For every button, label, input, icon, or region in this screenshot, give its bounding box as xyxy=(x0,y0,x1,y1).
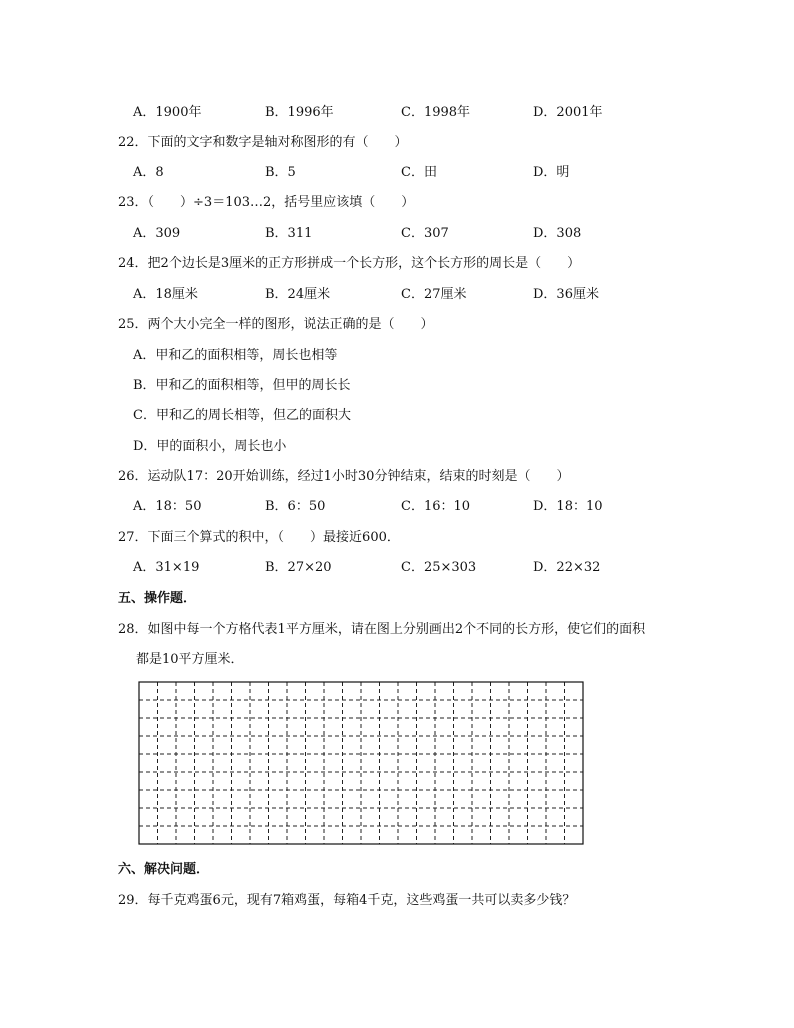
q21-option-d: D．2001年 xyxy=(533,105,603,120)
q23-option-b: B．311 xyxy=(265,226,313,241)
q27-option-b: B．27×20 xyxy=(265,560,332,575)
q25-option-d: D．甲的面积小，周长也小 xyxy=(133,439,287,454)
q23-option-a: A．309 xyxy=(133,226,181,241)
q27-option-a: A．31×19 xyxy=(133,560,200,575)
q26-stem: 26．运动队17：20开始训练，经过1小时30分钟结束，结束的时刻是（ ） xyxy=(118,469,570,484)
section-6-title: 六、解决问题． xyxy=(118,862,210,877)
q24-option-a: A．18厘米 xyxy=(133,287,198,302)
q22-options xyxy=(133,161,653,179)
q26-option-a: A．18：50 xyxy=(133,499,202,514)
q28-stem-line2: 都是10平方厘米． xyxy=(136,652,244,667)
q28-stem-line1: 28．如图中每一个方格代表1平方厘米，请在图上分别画出2个不同的长方形，使它们的面积 xyxy=(118,622,646,637)
q23-stem: 23．（ ）÷3＝103…2，括号里应该填（ ） xyxy=(118,195,415,210)
q27-stem: 27．下面三个算式的积中，（ ）最接近600． xyxy=(118,530,400,545)
q24-options xyxy=(133,283,653,301)
q21-option-c: C．1998年 xyxy=(401,105,471,120)
q21-option-b: B．1996年 xyxy=(265,105,334,120)
q25-option-b: B．甲和乙的面积相等，但甲的周长长 xyxy=(133,378,351,393)
q27-option-c: C．25×303 xyxy=(401,560,477,575)
q22-option-d: D．明 xyxy=(533,165,570,180)
q22-option-a: A．8 xyxy=(133,165,164,180)
q24-option-b: B．24厘米 xyxy=(265,287,331,302)
q26-options xyxy=(133,495,653,513)
section-5-title: 五、操作题． xyxy=(118,591,197,606)
q27-options xyxy=(133,556,653,574)
q22-option-c: C．田 xyxy=(401,165,437,180)
q29-stem: 29．每千克鸡蛋6元，现有7箱鸡蛋，每箱4千克，这些鸡蛋一共可以卖多少钱？ xyxy=(118,893,576,908)
q27-option-d: D．22×32 xyxy=(533,560,601,575)
q25-option-a: A．甲和乙的面积相等，周长也相等 xyxy=(133,348,338,363)
q21-options xyxy=(133,101,653,119)
q22-option-b: B．5 xyxy=(265,165,296,180)
q21-option-a: A．1900年 xyxy=(133,105,202,120)
q23-options xyxy=(133,222,653,240)
square-grid xyxy=(138,681,584,845)
q24-option-d: D．36厘米 xyxy=(533,287,599,302)
q26-option-d: D．18：10 xyxy=(533,499,603,514)
q25-stem: 25．两个大小完全一样的图形，说法正确的是（ ） xyxy=(118,317,434,332)
q23-option-c: C．307 xyxy=(401,226,449,241)
q24-stem: 24．把2个边长是3厘米的正方形拼成一个长方形，这个长方形的周长是（ ） xyxy=(118,256,581,271)
q24-option-c: C．27厘米 xyxy=(401,287,467,302)
q26-option-c: C．16：10 xyxy=(401,499,471,514)
q25-option-c: C．甲和乙的周长相等，但乙的面积大 xyxy=(133,408,351,423)
q22-stem: 22．下面的文字和数字是轴对称图形的有（ ） xyxy=(118,135,408,150)
q23-option-d: D．308 xyxy=(533,226,582,241)
q26-option-b: B．6：50 xyxy=(265,499,326,514)
